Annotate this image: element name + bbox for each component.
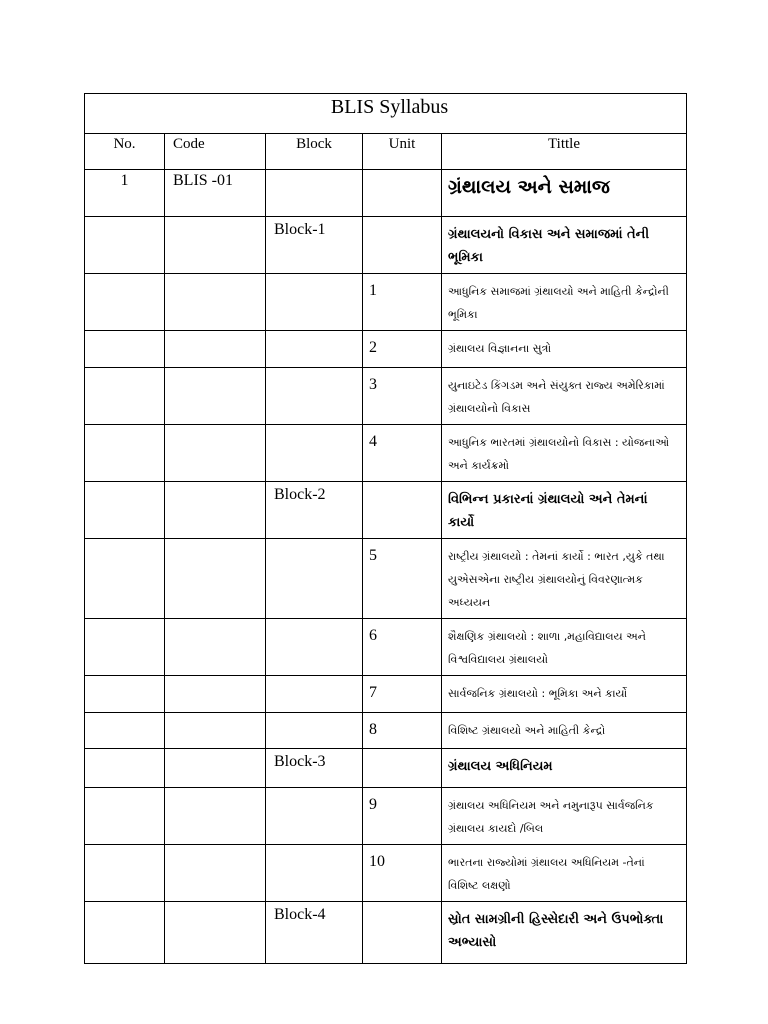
cell-unit: 4 [363, 425, 442, 482]
table-row [85, 676, 687, 713]
table-row [85, 788, 687, 845]
cell-title: વિશિષ્ટ ગ્રંથાલયો અને માહિતી કેન્દ્રો [442, 713, 687, 749]
cell-no [85, 331, 165, 368]
cell-unit [363, 482, 442, 539]
header-unit: Unit [363, 134, 442, 170]
cell-unit: 8 [363, 713, 442, 749]
cell-code [165, 845, 266, 902]
cell-block [266, 539, 363, 619]
cell-no [85, 902, 165, 964]
cell-block [266, 713, 363, 749]
cell-title: ગ્રંથાલયનો વિકાસ અને સમાજમાં તેની ભૂમિકા [442, 217, 687, 274]
cell-code [165, 217, 266, 274]
cell-no [85, 274, 165, 331]
cell-code [165, 902, 266, 964]
cell-title: શૈક્ષણિક ગ્રંથાલયો : શાળા ,મહાવિદ્યાલય અને વિશ્વવિદ્યાલય ગ્રંથાલયો [442, 619, 687, 676]
header-block: Block [266, 134, 363, 170]
cell-title: ગ્રંથાલય અને સમાજ [442, 170, 687, 217]
cell-unit [363, 170, 442, 217]
cell-code [165, 482, 266, 539]
table-row [85, 845, 687, 902]
cell-code [165, 368, 266, 425]
table-row [85, 331, 687, 368]
cell-title: ગ્રંથાલય અધિનિયમ [442, 749, 687, 788]
cell-code: BLIS -01 [165, 170, 266, 217]
cell-code [165, 274, 266, 331]
cell-no [85, 368, 165, 425]
header-title: Tittle [442, 134, 687, 170]
cell-block [266, 170, 363, 217]
document-title: BLIS Syllabus [85, 94, 687, 134]
cell-unit: 10 [363, 845, 442, 902]
table-row [85, 170, 687, 217]
cell-block [266, 619, 363, 676]
cell-no [85, 713, 165, 749]
table-row [85, 425, 687, 482]
cell-title: યુનાઇટેડ કિંગડમ અને સંયુક્ત રાજ્ય અમેરિકામાં ગ્રંથાલયોનો વિકાસ [442, 368, 687, 425]
cell-code [165, 749, 266, 788]
cell-no [85, 788, 165, 845]
cell-block [266, 788, 363, 845]
cell-no [85, 845, 165, 902]
table-row [85, 539, 687, 619]
cell-title: વિભિન્ન પ્રકારનાં ગ્રંથાલયો અને તેમનાં કાર્યો [442, 482, 687, 539]
cell-title: આધુનિક ભારતમાં ગ્રંથાલયોનો વિકાસ : યોજનાઓ અને કાર્યક્રમો [442, 425, 687, 482]
header-row [85, 134, 687, 170]
cell-unit: 7 [363, 676, 442, 713]
cell-unit: 3 [363, 368, 442, 425]
table-row [85, 482, 687, 539]
cell-block: Block-1 [266, 217, 363, 274]
table-row [85, 274, 687, 331]
table-row [85, 368, 687, 425]
cell-block [266, 274, 363, 331]
cell-title: ગ્રંથાલય અધિનિયમ અને નમુનારૂપ સાર્વજનિક ગ્રંથાલય કાયદો /બિલ [442, 788, 687, 845]
table-row [85, 713, 687, 749]
cell-code [165, 713, 266, 749]
cell-title: આધુનિક સમાજમાં ગ્રંથાલયો અને માહિતી કેન્દ્રોની ભૂમિકા [442, 274, 687, 331]
cell-title: ગ્રંથાલય વિજ્ઞાનના સુત્રો [442, 331, 687, 368]
cell-unit: 9 [363, 788, 442, 845]
cell-code [165, 539, 266, 619]
syllabus-table [84, 93, 687, 964]
cell-no [85, 539, 165, 619]
title-row [85, 94, 687, 134]
cell-block [266, 331, 363, 368]
cell-unit: 2 [363, 331, 442, 368]
cell-no [85, 619, 165, 676]
cell-unit [363, 217, 442, 274]
cell-code [165, 788, 266, 845]
cell-title: સ્રોત સામગ્રીની હિસ્સેદારી અને ઉપભોક્તા અભ્યાસો [442, 902, 687, 964]
cell-code [165, 619, 266, 676]
cell-title: સાર્વજનિક ગ્રંથાલયો : ભૂમિકા અને કાર્યો [442, 676, 687, 713]
cell-block: Block-3 [266, 749, 363, 788]
cell-code [165, 425, 266, 482]
table-row [85, 902, 687, 964]
table-row [85, 619, 687, 676]
table-row [85, 749, 687, 788]
cell-unit [363, 902, 442, 964]
cell-no [85, 217, 165, 274]
cell-title: ભારતના રાજ્યોમાં ગ્રંથાલય અધિનિયમ -તેનાં વિશિષ્ટ લક્ષણો [442, 845, 687, 902]
cell-unit: 5 [363, 539, 442, 619]
cell-block [266, 368, 363, 425]
cell-block [266, 845, 363, 902]
cell-block [266, 425, 363, 482]
cell-code [165, 676, 266, 713]
header-no: No. [85, 134, 165, 170]
cell-unit: 1 [363, 274, 442, 331]
cell-unit [363, 749, 442, 788]
header-code: Code [165, 134, 266, 170]
cell-no [85, 482, 165, 539]
cell-block [266, 676, 363, 713]
cell-no [85, 749, 165, 788]
cell-block: Block-2 [266, 482, 363, 539]
cell-code [165, 331, 266, 368]
table-row [85, 217, 687, 274]
cell-no [85, 676, 165, 713]
cell-title: રાષ્ટ્રીય ગ્રંથાલયો : તેમનાં કાર્યો : ભારત ,યુકે તથા યુએસએના રાષ્ટ્રીય ગ્રંથાલયોનું વિવરણાત્મક અધ્યયન [442, 539, 687, 619]
cell-block: Block-4 [266, 902, 363, 964]
cell-no: 1 [85, 170, 165, 217]
cell-unit: 6 [363, 619, 442, 676]
cell-no [85, 425, 165, 482]
